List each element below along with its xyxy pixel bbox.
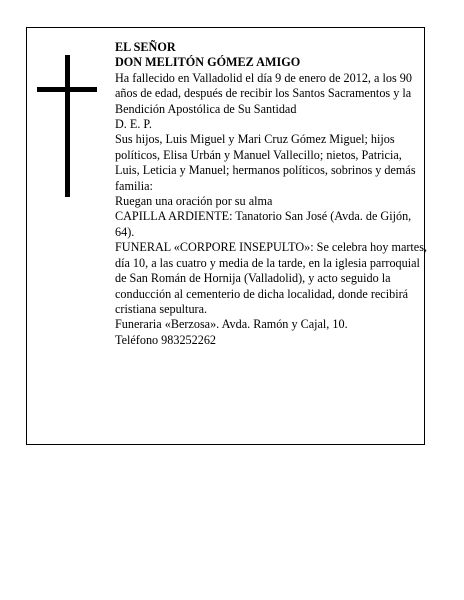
funeral-info: FUNERAL «CORPORE INSEPULTO»: Se celebra hoy martes, día 10, a las cuatro y media de la tarde, en la iglesia parroquial de San Román de Hornija (Valladolid), y acto seguido la conducción al cementerio de dicha localidad, donde recibirá cristiana sepultura. bbox=[115, 240, 428, 316]
cross-horizontal-bar bbox=[37, 87, 97, 92]
cross-icon bbox=[37, 55, 97, 197]
funeral-home-phone: Teléfono 983252262 bbox=[115, 332, 217, 347]
deceased-name: DON MELITÓN GÓMEZ AMIGO bbox=[115, 55, 301, 70]
cross-vertical-bar bbox=[65, 55, 70, 197]
prayer-request: Ruegan una oración por su alma bbox=[115, 194, 273, 209]
title-line-1: EL SEÑOR bbox=[115, 40, 176, 54]
rip-line: D. E. P. bbox=[115, 117, 152, 132]
obituary-text bbox=[115, 40, 427, 348]
death-announcement: Ha fallecido en Valladolid el día 9 de enero de 2012, a los 90 años de edad, después de recibir los Santos Sacramentos y la Bendición Apostólica de Su Santidad bbox=[115, 70, 412, 116]
family-list: Sus hijos, Luis Miguel y Mari Cruz Gómez Miguel; hijos políticos, Elisa Urbán y Manuel Vallecillo; nietos, Patricia, Luis, Leticia y Manuel; hermanos políticos, sobrinos y demás familia: bbox=[115, 132, 416, 193]
funeral-home-address: Funeraria «Berzosa». Avda. Ramón y Cajal, 10. bbox=[115, 317, 348, 332]
chapel-info: CAPILLA ARDIENTE: Tanatorio San José (Avda. de Gijón, 64). bbox=[115, 209, 412, 239]
